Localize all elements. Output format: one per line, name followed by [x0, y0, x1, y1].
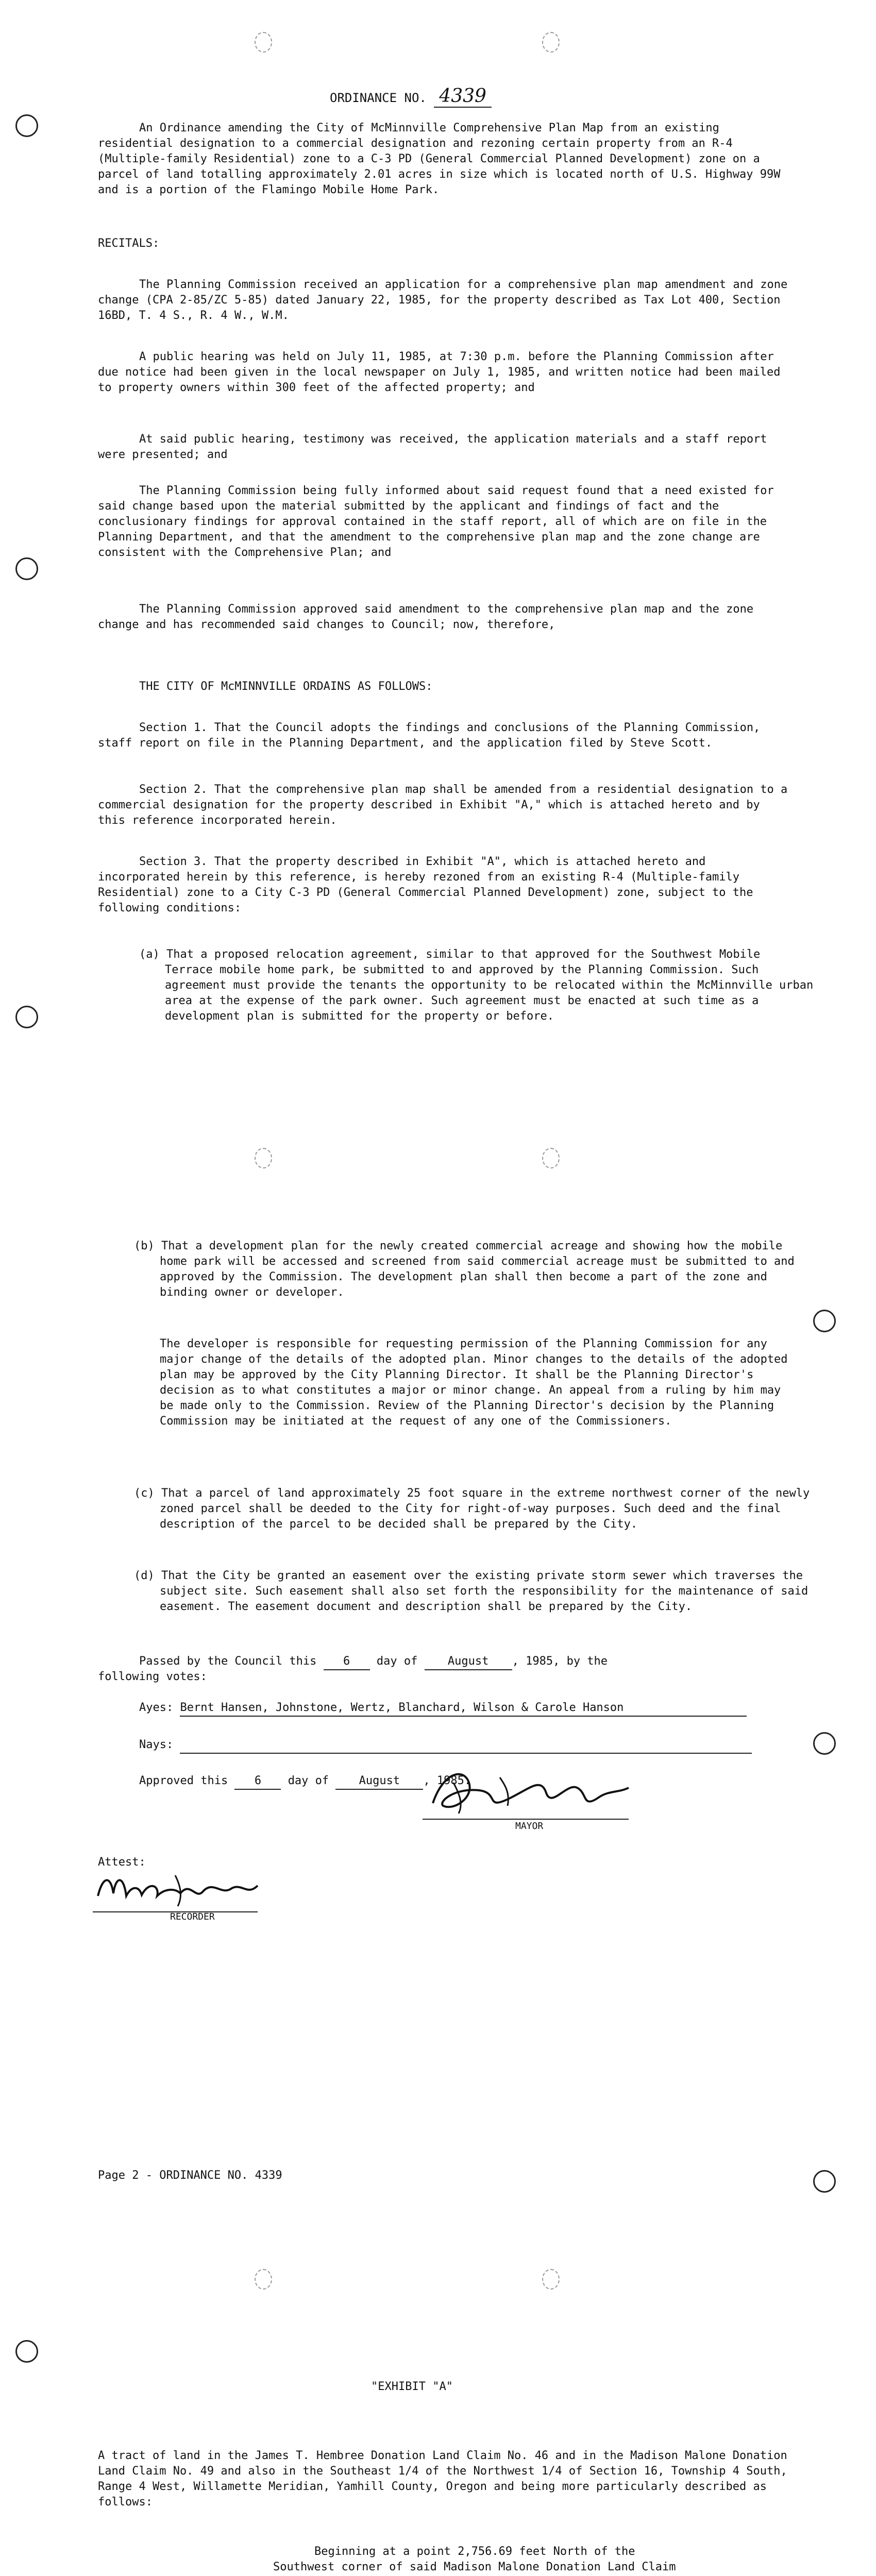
- approved-month: August: [335, 1773, 423, 1790]
- section-2: Section 2. That the comprehensive plan map shall be amended from a residential designation to a commercial designation for the property described in Exhibit "A," which is attached hereto and by this reference incorporated herein.: [98, 783, 788, 827]
- following-votes: following votes:: [98, 1670, 207, 1683]
- ordinance-title-label: ORDINANCE NO.: [330, 91, 427, 105]
- ordains-heading: THE CITY OF McMINNVILLE ORDAINS AS FOLLOWS:: [139, 680, 433, 693]
- stamp-mark: [542, 2269, 560, 2290]
- stamp-mark: [255, 2269, 272, 2290]
- stamp-mark: [255, 1148, 272, 1168]
- recital-paragraph: The Planning Commission approved said amendment to the comprehensive plan map and the zone change and has recommended said changes to Council; now, therefore,: [98, 603, 754, 631]
- exhibit-title: "EXHIBIT "A": [371, 2380, 453, 2393]
- page-footer: Page 2 - ORDINANCE NO. 4339: [98, 2169, 282, 2182]
- approved-day: 6: [234, 1773, 281, 1790]
- stamp-mark: [542, 32, 560, 53]
- nays-line: [139, 1737, 752, 1754]
- condition-b: (b) That a development plan for the newly created commercial acreage and showing how the mobile home park will be accessed and screened from said commercial acreage must be submitted to and approved by the Commission. The development plan shall then become a part of the zone and binding owner or developer.: [134, 1240, 795, 1299]
- passed-mid: day of: [376, 1655, 418, 1668]
- mayor-label: MAYOR: [515, 1821, 544, 1832]
- nays-label: Nays:: [139, 1738, 174, 1751]
- ordinance-number-handwritten: 4339: [434, 86, 492, 108]
- mayor-signature: [423, 1762, 639, 1824]
- tract-description: Beginning at a point 2,756.69 feet North of the Southwest corner of said Madison Malone Donation Land Claim: [273, 2545, 676, 2573]
- stamp-mark: [255, 32, 272, 53]
- condition-d: (d) That the City be granted an easement over the existing private storm sewer which traverses the subject site. Such easement shall also set forth the responsibility for the maintenance of said easement. The easement document and description shall be prepared by the City.: [134, 1569, 808, 1613]
- punch-hole: [813, 2170, 836, 2193]
- recital-paragraph: The Planning Commission received an application for a comprehensive plan map amendment and zone change (CPA 2-85/ZC 5-85) dated January 22, 1985, for the property described as Tax Lot 400, Section 16BD, T. 4 S., R. 4 W., W.M.: [98, 278, 788, 322]
- passed-month: August: [425, 1654, 512, 1670]
- attest-label: Attest:: [98, 1856, 146, 1869]
- passed-day: 6: [324, 1654, 370, 1670]
- recital-paragraph: The Planning Commission being fully informed about said request found that a need existed for said change based upon the material submitted by the applicant and findings of fact and the conclusionary findings for approval contained in the staff report, all of which are on file in the Planning Department, and that the amendment to the comprehensive plan map and the zone change are consistent with the Comprehensive Plan; and: [98, 484, 774, 559]
- section-3: Section 3. That the property described in Exhibit "A", which is attached hereto and incorporated herein by this reference, is hereby rezoned from an existing R-4 (Multiple-family Residential) zone to a City C-3 PD (General Commercial Planned Development) zone, subject to the following conditions:: [98, 855, 753, 914]
- approved-suffix: , 1985.: [423, 1774, 471, 1787]
- section-1: Section 1. That the Council adopts the findings and conclusions of the Planning Commission, staff report on file in the Planning Department, and the application filed by Steve Scott.: [98, 721, 761, 750]
- punch-hole: [15, 114, 38, 137]
- tract-intro: A tract of land in the James T. Hembree Donation Land Claim No. 46 and in the Madison Malone Donation Land Claim No. 49 and also in the Southeast 1/4 of the Northwest 1/4 of Section 16, Township 4 South, Range 4 West, Willamette Meridian, Yamhill County, Oregon and being more particularly described as follows:: [98, 2449, 787, 2509]
- stamp-mark: [542, 1148, 560, 1168]
- recitals-heading: RECITALS:: [98, 237, 160, 250]
- passed-suffix: , 1985, by the: [512, 1655, 608, 1668]
- recital-paragraph: A public hearing was held on July 11, 1985, at 7:30 p.m. before the Planning Commission after due notice had been given in the local newspaper on July 1, 1985, and written notice had been mailed to property owners within 300 feet of the affected property; and: [98, 350, 781, 394]
- ayes-value: Bernt Hansen, Johnstone, Wertz, Blanchard, Wilson & Carole Hanson: [180, 1700, 747, 1717]
- recital-paragraph: At said public hearing, testimony was received, the application materials and a staff report were presented; and: [98, 433, 767, 461]
- ayes-label: Ayes:: [139, 1701, 174, 1714]
- approved-mid: day of: [288, 1774, 329, 1787]
- punch-hole: [813, 1732, 836, 1755]
- punch-hole: [15, 2340, 38, 2363]
- approved-prefix: Approved this: [139, 1774, 228, 1787]
- ayes-line: [139, 1700, 747, 1717]
- punch-hole: [15, 557, 38, 580]
- condition-b-continued: The developer is responsible for requesting permission of the Planning Commission for any major change of the details of the adopted plan. Minor changes to the details of the adopted plan may be approved by the City Planning Director. It shall be the Planning Director's decision as to what constitutes a major or minor change. An appeal from a ruling by him may be made only to the Commission. Review of the Planning Director's decision by the Planning Commission may be initiated at the request of any one of the Commissioners.: [160, 1337, 788, 1428]
- punch-hole: [813, 1310, 836, 1332]
- recorder-signature: [93, 1865, 268, 1911]
- ordinance-title: [330, 86, 492, 107]
- approved-line: [139, 1773, 471, 1790]
- recorder-label: RECORDER: [170, 1911, 215, 1922]
- ordinance-intro: An Ordinance amending the City of McMinnville Comprehensive Plan Map from an existing residential designation to a commercial designation and rezoning certain property from an R-4 (Multiple-family Residential) zone to a C-3 PD (General Commercial Planned Development) zone on a parcel of land totalling approximately 2.01 acres in size which is located north of U.S. Highway 99W and is a portion of the Flamingo Mobile Home Park.: [98, 122, 781, 196]
- punch-hole: [15, 1006, 38, 1028]
- passed-prefix: Passed by the Council this: [139, 1655, 317, 1668]
- passed-line: [139, 1654, 608, 1670]
- condition-a: (a) That a proposed relocation agreement, similar to that approved for the Southwest Mobile Terrace mobile home park, be submitted to and approved by the Planning Commission. Such agreement must provide the tenants the opportunity to be relocated within the McMinnville urban area at the expense of the park owner. Such agreement must be enacted at such time as a development plan is submitted for the property or before.: [139, 948, 814, 1023]
- condition-c: (c) That a parcel of land approximately 25 foot square in the extreme northwest corner of the newly zoned parcel shall be deeded to the City for right-of-way purposes. Such deed and the final description of the parcel to be decided shall be prepared by the City.: [134, 1487, 810, 1531]
